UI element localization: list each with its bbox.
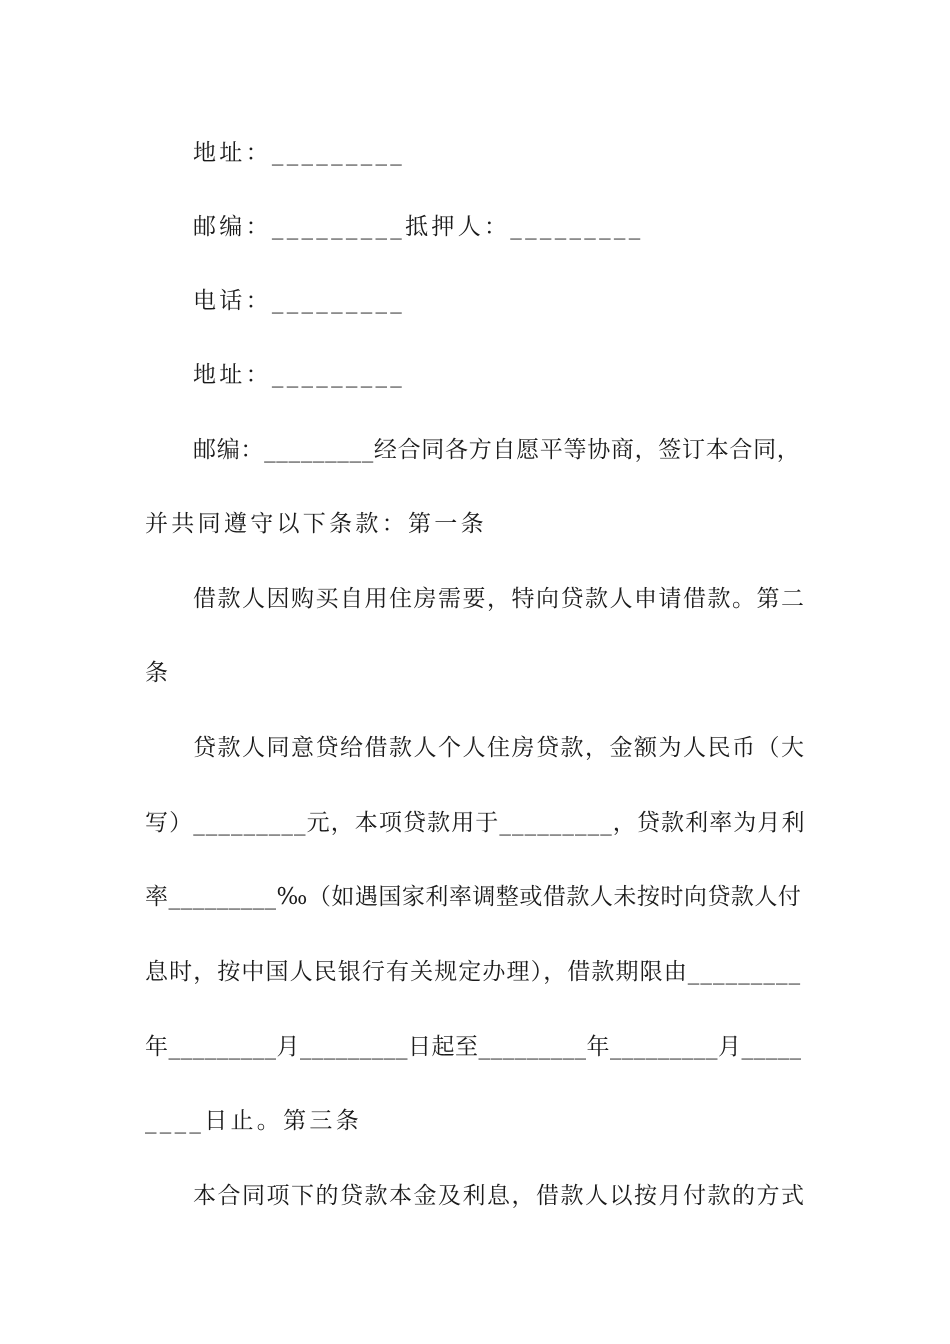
- postcode-mortgagor-line: [0, 207, 950, 247]
- article-1-line-2: [0, 653, 950, 693]
- article-2-text-5: 年_________月_________日起至_________年_________月_____: [145, 1034, 802, 1060]
- address-line-2: [0, 355, 950, 395]
- postcode-agreement-text: 邮编：_________经合同各方自愿平等协商，签订本合同，: [193, 437, 801, 463]
- article-2-text-4: 息时，按中国人民银行有关规定办理），借款期限由_________: [145, 959, 802, 985]
- address-line-1: [0, 133, 950, 173]
- article-2-line-6: [0, 1101, 950, 1141]
- article-3-text-1: 本合同项下的贷款本金及利息，借款人以按月付款的方式: [193, 1183, 806, 1209]
- postcode-mortgagor-text: 邮编：_________抵押人：_________: [193, 214, 644, 240]
- article-1-text-1: 借款人因购买自用住房需要，特向贷款人申请借款。第二: [193, 586, 806, 612]
- article-2-line-2: [0, 803, 950, 843]
- article-2-line-5: [0, 1027, 950, 1067]
- article-2-line-3: [0, 877, 950, 917]
- address-label-1: 地址：_________: [193, 140, 406, 166]
- article-2-text-1: 贷款人同意贷给借款人个人住房贷款，金额为人民币（大: [193, 735, 806, 761]
- phone-label: 电话：_________: [193, 288, 406, 314]
- article-1-line-1: [0, 579, 950, 619]
- agreement-continuation-text: 并共同遵守以下条款：第一条: [145, 511, 487, 537]
- article-2-text-2: 写）_________元，本项贷款用于_________，贷款利率为月利: [145, 810, 806, 836]
- postcode-agreement-line: [0, 430, 950, 470]
- article-3-line-1: [0, 1176, 950, 1216]
- address-label-2: 地址：_________: [193, 362, 406, 388]
- article-2-text-6: ____日止。第三条: [145, 1108, 362, 1134]
- article-2-line-4: [0, 952, 950, 992]
- article-1-text-2: 条: [145, 660, 172, 686]
- agreement-continuation-line: [0, 504, 950, 544]
- article-2-text-3: 率_________‰（如遇国家利率调整或借款人未按时向贷款人付: [145, 884, 802, 910]
- article-2-line-1: [0, 728, 950, 768]
- phone-line: [0, 281, 950, 321]
